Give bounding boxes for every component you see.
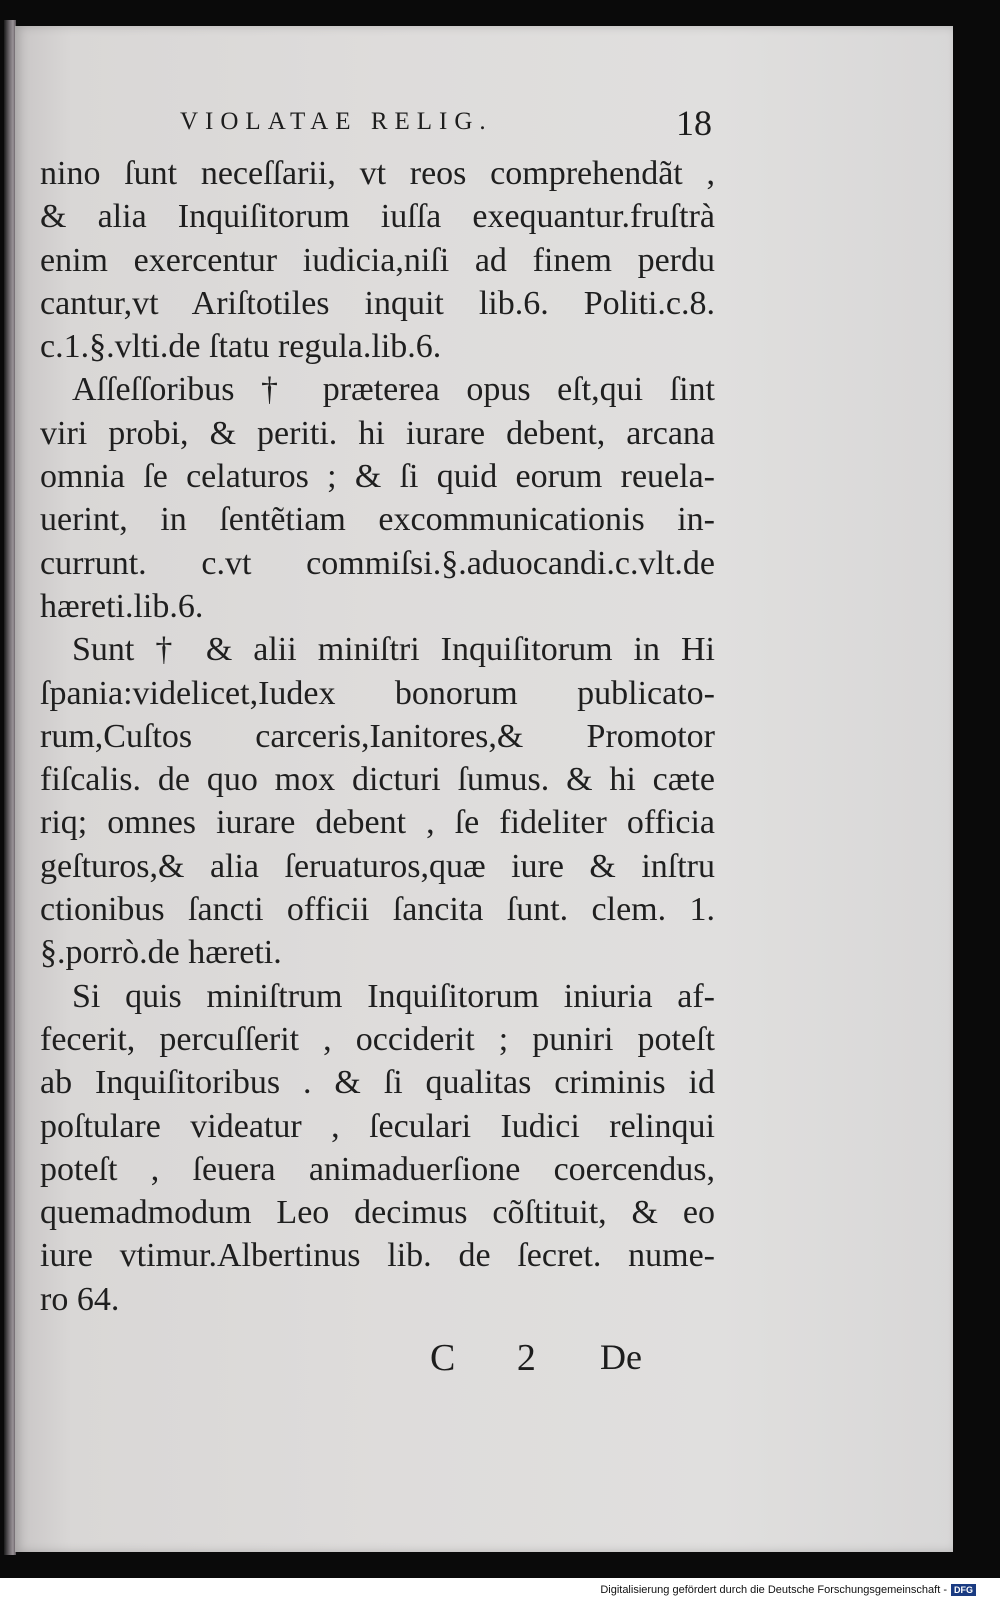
text-line: ctionibus ſancti officii ſancita ſunt. clem. 1. xyxy=(40,891,715,929)
text-line: omnia ſe celaturos ; & ſi quid eorum reuela- xyxy=(40,458,715,496)
text-line: iure vtimur.Albertinus lib. de ſecret. nume- xyxy=(40,1237,715,1275)
running-head: VIOLATAE RELIG. xyxy=(180,108,493,135)
text-line: viri probi, & periti. hi iurare debent, arcana xyxy=(40,414,715,452)
text-line: fecerit, percuſſerit , occiderit ; puniri poteſt xyxy=(40,1020,715,1058)
footer-credit-text: Digitalisierung gefördert durch die Deutsche Forschungsgemeinschaft - xyxy=(600,1584,947,1596)
text-line: poſtulare videatur , ſeculari Iudici relinqui xyxy=(40,1107,715,1145)
digitization-footer xyxy=(600,1584,976,1596)
text-line: currunt. c.vt commiſsi.§.aduocandi.c.vlt.de xyxy=(40,544,715,582)
text-line: Sunt † & alii miniſtri Inquiſitorum in Hi xyxy=(72,631,715,669)
text-line: Si quis miniſtrum Inquiſitorum iniuria af- xyxy=(72,977,715,1015)
text-line: nino ſunt neceſſarii, vt reos comprehendãt , xyxy=(40,155,715,192)
page-header xyxy=(180,104,720,144)
text-line: geſturos,& alia ſeruaturos,quæ iure & inſtru xyxy=(40,847,715,885)
page-number: 18 xyxy=(676,103,712,143)
text-line: Aſſeſſoribus † præterea opus eſt,qui ſint xyxy=(72,371,715,409)
text-line: poteſt , ſeuera animaduerſione coercendus, xyxy=(40,1150,715,1188)
text-line: ſpania:videlicet,Iudex bonorum publicato- xyxy=(40,674,715,712)
text-line: ab Inquiſitoribus . & ſi qualitas criminis id xyxy=(40,1064,715,1102)
text-line: hæreti.lib.6. xyxy=(40,587,204,625)
dfg-logo: DFG xyxy=(951,1584,976,1596)
main-text xyxy=(40,152,715,1321)
text-line: cantur,vt Ariſtotiles inquit lib.6. Politi.c.8. xyxy=(40,284,715,322)
text-line: uerint, in ſentẽtiam excommunicationis in- xyxy=(40,501,715,539)
text-line: ro 64. xyxy=(40,1280,120,1318)
text-line: rum,Cuſtos carceris,Ianitores,& Promotor xyxy=(40,717,715,755)
catchline xyxy=(60,1336,680,1386)
text-line: enim exercentur iudicia,niſi ad finem perdu xyxy=(40,241,715,279)
signature-mark: C 2 xyxy=(430,1337,562,1379)
text-line: §.porrò.de hæreti. xyxy=(40,934,282,972)
text-line: fiſcalis. de quo mox dicturi ſumus. & hi cæte xyxy=(40,761,715,799)
text-line: quemadmodum Leo decimus cõſtituit, & eo xyxy=(40,1194,715,1232)
text-line: c.1.§.vlti.de ſtatu regula.lib.6. xyxy=(40,328,442,366)
catchword: De xyxy=(600,1337,642,1377)
text-line: riq; omnes iurare debent , ſe fideliter officia xyxy=(40,804,715,842)
text-line: & alia Inquiſitorum iuſſa exequantur.fruſtrà xyxy=(40,198,715,236)
